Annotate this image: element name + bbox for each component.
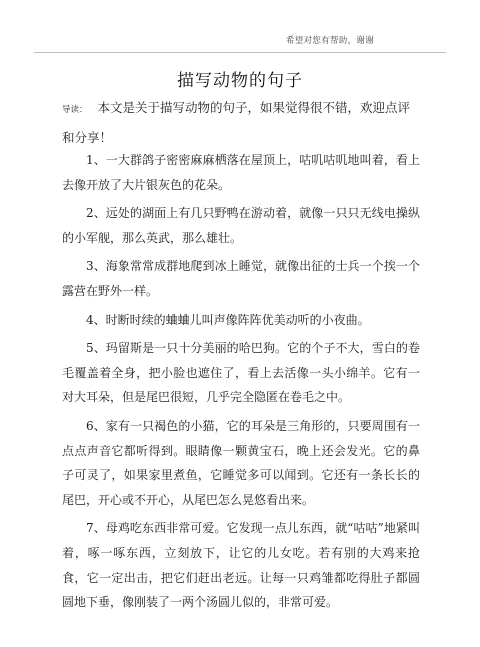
- intro-label: 导读：: [62, 105, 88, 115]
- paragraph-5: 5、玛留斯是一只十分美丽的哈巴狗。它的个子不大，雪白的卷毛覆盖着全身，把小脸也遮住了，看上去活像一头小绵羊。它有一对大耳朵，但是尾巴很短，几乎完全隐匿在卷毛之中。: [62, 341, 420, 405]
- paragraph-6: 6、家有一只褐色的小猫，它的耳朵是三角形的，只要周围有一点点声音它都听得到。眼睛像一颗黄宝石，晚上还会发光。它的鼻子可灵了，如果家里煮鱼，它睡觉多可以闻到。它还有一条长长的尾巴，开心或不开心，从尾巴怎么晃悠看出来。: [62, 418, 420, 507]
- document-title: 描写动物的句子: [177, 71, 303, 91]
- paragraph-1: 1、一大群鸽子密密麻麻栖落在屋顶上，咕叽咕叽地叫着，看上去像开放了大片银灰色的花朵。: [62, 153, 420, 192]
- paragraph-2: 2、远处的湖面上有几只野鸭在游动着，就像一只只无线电操纵的小军舰，那么英武，那么雄壮。: [62, 206, 420, 245]
- body-text: [62, 148, 420, 619]
- paragraph-7: 7、母鸡吃东西非常可爱。它发现一点儿东西，就“咕咕”地紧叫着，啄一啄东西，立刻放下，让它的儿女吃。若有别的大鸡来抢食，它一定出击，把它们赶出老远。让每一只鸡雏都吃得肚子都圆圆地下垂，像刚装了一两个汤圆儿似的，非常可爱。: [62, 521, 420, 610]
- header-divider: [34, 52, 446, 53]
- header-note: 希望对您有帮助，谢谢: [286, 36, 375, 46]
- intro-text: 本文是关于描写动物的句子，如果觉得很不错，欢迎点评和分享！: [62, 100, 411, 145]
- paragraph-4: 4、时断时续的蛐蛐儿叫声像阵阵优美动听的小夜曲。: [86, 312, 370, 327]
- intro: [62, 94, 414, 152]
- paragraph-3: 3、海象常常成群地爬到冰上睡觉，就像出征的士兵一个挨一个露营在野外一样。: [62, 259, 420, 298]
